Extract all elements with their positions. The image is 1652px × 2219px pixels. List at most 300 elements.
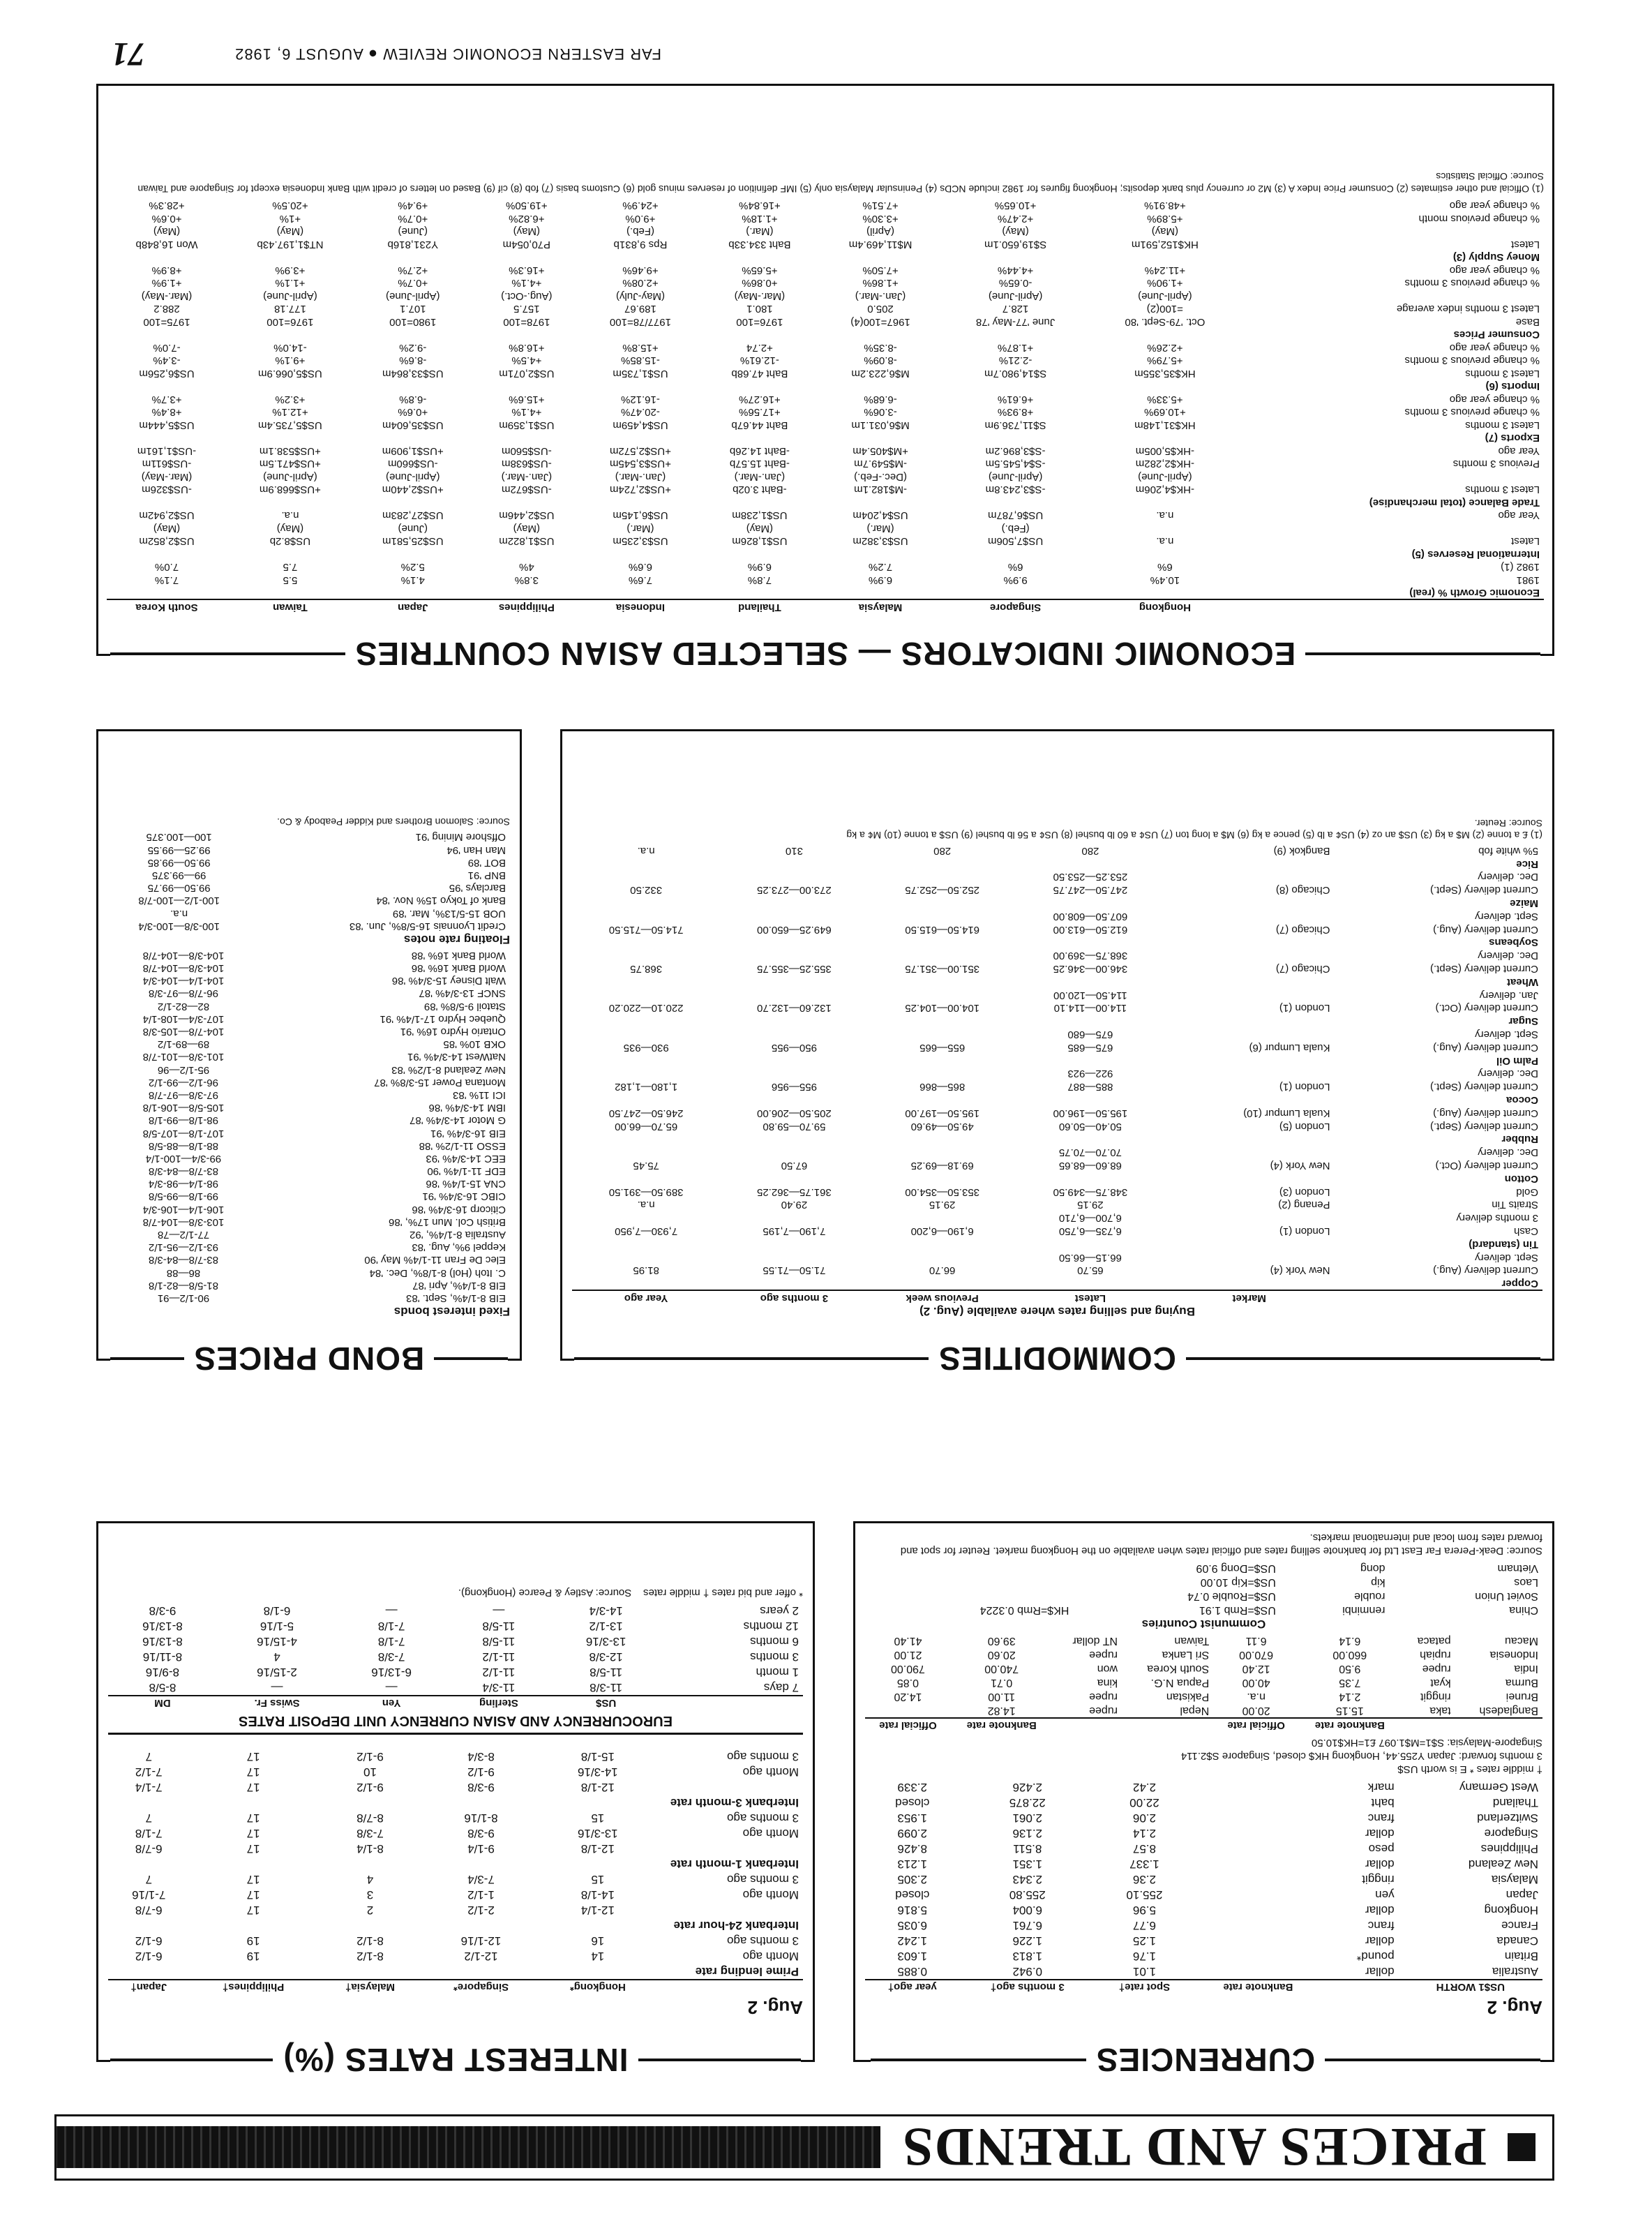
table-cell: 6-1/8 — [263, 1604, 291, 1617]
table-cell — [1164, 1054, 1334, 1067]
fixed-bonds-table — [108, 949, 510, 1304]
table-cell: Cotton — [1504, 1172, 1538, 1185]
table-cell: SNCF 13-3/4% '87 — [419, 987, 506, 1000]
table-cell: 1.337 — [1129, 1858, 1159, 1871]
table-cell — [354, 431, 472, 444]
table-cell: 81.95 — [633, 1264, 659, 1277]
table-cell — [581, 328, 700, 341]
table-cell: 6-7/8 — [135, 1904, 163, 1917]
group-header-row — [108, 1795, 803, 1810]
table-cell: Kuala Lumpur (6) — [1249, 1041, 1330, 1054]
table-cell: US$1,735m — [613, 368, 668, 380]
table-cell: 8.511 — [1013, 1842, 1042, 1855]
table-row — [108, 1634, 803, 1649]
table-row — [108, 1203, 510, 1216]
table-header-row — [108, 1696, 803, 1710]
table-cell: Trade Balance (total merchandise) — [1369, 497, 1540, 509]
table-cell — [656, 1902, 803, 1918]
table-cell: +9.4% — [398, 200, 428, 212]
table-cell: (Feb.) — [1001, 523, 1030, 535]
table-cell: taka — [1429, 1704, 1451, 1717]
table-row — [108, 1038, 510, 1050]
table-cell — [581, 380, 700, 393]
table-cell: Baht 44.67b — [731, 419, 788, 431]
table-cell: 75.45 — [633, 1160, 659, 1172]
table-cell: 950—955 — [771, 1041, 817, 1054]
interest-box — [96, 1521, 815, 2062]
table-cell: Britain — [1504, 1950, 1538, 1963]
table-row — [865, 1918, 1542, 1933]
table-row — [107, 457, 1544, 470]
table-cell — [656, 1779, 803, 1795]
table-cell: Rps 9,831b — [613, 239, 668, 251]
table-cell: (Mar.) — [866, 523, 894, 535]
table-cell: dollar — [1365, 1858, 1395, 1871]
table-cell: 17 — [246, 1750, 260, 1763]
table-cell: Gold — [1516, 1186, 1538, 1198]
table-cell — [572, 1133, 720, 1146]
banner-title: PRICES AND TRENDS — [901, 2117, 1487, 2179]
table-row — [108, 856, 510, 869]
table-row — [865, 1561, 1542, 1575]
table-cell — [572, 975, 720, 988]
table-cell: 1981 — [1516, 574, 1540, 586]
table-cell: 4.1% — [400, 574, 425, 586]
table-cell: +8.93% — [997, 406, 1034, 419]
table-cell: 2-1/2 — [467, 1904, 495, 1917]
table-cell: 10.4% — [1150, 574, 1180, 586]
table-cell: 107-3/4—108-1/4 — [142, 1013, 225, 1025]
table-cell — [1164, 936, 1334, 949]
table-cell: n.a. — [1247, 1690, 1266, 1703]
table-row — [572, 1145, 1542, 1158]
table-cell: 675—685 — [1067, 1041, 1113, 1054]
table-cell: Current delivery (Aug.) — [1433, 1041, 1538, 1054]
table-cell: 7 — [145, 1873, 152, 1886]
table-cell — [1016, 857, 1164, 870]
table-cell: 8-3/4 — [467, 1750, 495, 1763]
table-cell: 1967=100(4) — [850, 316, 910, 328]
table-cell: 14-3/16 — [578, 1765, 618, 1779]
table-cell: 6 months — [750, 1635, 799, 1648]
table-cell: 17 — [246, 1765, 260, 1779]
table-cell — [1016, 1237, 1164, 1250]
table-cell: +US$2,572m — [609, 445, 671, 457]
table-cell: 15 — [591, 1811, 605, 1825]
table-cell: Indonesia — [1489, 1648, 1538, 1661]
table-cell — [720, 896, 868, 909]
table-cell: 655—665 — [919, 1041, 966, 1054]
table-cell: US$7,506m — [987, 535, 1044, 548]
table-cell: rupiah — [1420, 1648, 1451, 1661]
table-row — [108, 894, 510, 906]
table-row — [107, 405, 1544, 419]
table-cell: C. Itoh (Hol) 8-1/8%, Dec. '84 — [369, 1267, 506, 1279]
table-cell: renminbi — [1342, 1604, 1386, 1616]
table-cell: Year ago — [1498, 445, 1540, 457]
table-cell: +4.5% — [511, 354, 542, 367]
column-header — [1122, 1718, 1213, 1732]
table-row — [108, 1948, 803, 1964]
table-cell — [1164, 909, 1334, 922]
table-cell: +M$405.4m — [853, 445, 908, 457]
table-cell: Penang (2) — [1278, 1199, 1330, 1211]
table-cell: 12-1/8 — [580, 1781, 615, 1794]
table-cell — [869, 1027, 1016, 1040]
table-cell: Offshore Mining '91 — [415, 831, 506, 844]
column-header: Previous week — [869, 1290, 1016, 1304]
table-cell: Current delivery (Aug.) — [1433, 923, 1538, 936]
column-header — [661, 1696, 803, 1710]
econ-box — [96, 84, 1554, 656]
table-cell: Burma — [1505, 1676, 1538, 1689]
table-cell — [1164, 870, 1334, 883]
table-cell: 2 — [366, 1904, 374, 1917]
table-cell: Nepal — [1180, 1704, 1210, 1717]
table-cell: 8-1/2 — [356, 1934, 384, 1948]
table-cell: (April-June) — [386, 471, 440, 483]
table-row — [572, 1264, 1542, 1277]
table-cell: 7-3/8 — [377, 1650, 405, 1664]
table-cell: US$=Rouble 0.74 — [1187, 1590, 1276, 1602]
table-cell — [581, 251, 700, 264]
table-row — [865, 1871, 1542, 1887]
table-cell: 1980=100 — [389, 316, 437, 328]
table-cell: 6-7/8 — [135, 1842, 163, 1855]
table-cell: 790.00 — [890, 1662, 925, 1675]
table-cell: +16.84% — [739, 200, 781, 212]
table-cell: +1.1% — [275, 277, 306, 290]
table-row — [107, 393, 1544, 406]
table-row — [108, 1810, 803, 1825]
table-cell: 2.305 — [897, 1873, 928, 1886]
table-cell: +6.61% — [997, 394, 1034, 405]
table-cell: 99—99.375 — [151, 869, 206, 881]
table-cell: 1.213 — [897, 1858, 928, 1871]
table-cell: Australia 8-1/4%, '92 — [410, 1229, 506, 1241]
table-cell: +7.51% — [862, 200, 899, 212]
table-row — [108, 1228, 510, 1241]
table-row — [865, 1948, 1542, 1964]
table-cell — [1194, 1825, 1323, 1841]
table-cell: P70,054m — [502, 239, 551, 251]
table-cell: 247.50—247.75 — [1053, 884, 1128, 897]
table-cell: 6.6% — [628, 561, 653, 574]
table-cell: 99.50—99.75 — [147, 882, 211, 895]
table-cell: 660.00 — [1332, 1648, 1367, 1661]
table-cell — [227, 586, 354, 600]
table-cell: 10 — [363, 1765, 377, 1779]
table-row — [108, 1013, 510, 1025]
table-cell — [720, 975, 868, 988]
table-cell: 5.5 — [283, 574, 298, 586]
table-row — [107, 522, 1544, 535]
table-cell: 8.57 — [1132, 1842, 1157, 1855]
table-cell: 348.75—349.50 — [1053, 1186, 1128, 1198]
table-cell: 368.75 — [630, 963, 663, 976]
table-cell: franc — [1367, 1811, 1395, 1825]
table-cell: 7-1/2 — [135, 1765, 163, 1779]
group-label: Interbank 3-month rate — [670, 1796, 799, 1809]
commodities-title-bar — [574, 1339, 1540, 1378]
table-cell: US$2,446m — [499, 509, 555, 522]
table-cell: 95-1/2—96 — [157, 1063, 210, 1076]
table-cell — [1194, 1871, 1323, 1887]
folio-line: FAR EASTERN ECONOMIC REVIEW ● AUGUST 6, 1982 — [234, 45, 661, 63]
table-cell — [720, 1067, 868, 1080]
table-cell: Vietnam — [1497, 1562, 1538, 1574]
table-cell: 104-3/8—104-7/8 — [142, 949, 225, 962]
table-cell: London (5) — [1279, 1120, 1330, 1133]
table-cell — [1164, 1250, 1334, 1264]
table-cell: 7-3/4 — [467, 1873, 495, 1886]
table-cell: 1.813 — [1012, 1950, 1043, 1963]
table-cell: 0.942 — [1012, 1965, 1043, 1978]
column-header: DM — [108, 1696, 217, 1710]
table-cell: Baht 47.68b — [731, 368, 788, 380]
table-cell — [1240, 522, 1544, 535]
table-cell — [572, 948, 720, 962]
table-cell: 253.25—253.50 — [1053, 871, 1128, 883]
table-cell: % change previous 3 months — [1404, 406, 1540, 419]
table-cell — [227, 548, 354, 561]
commodities-subtitle: Buying and selling rates where available (Aug. 2) — [919, 1305, 1195, 1318]
table-cell: +US$2,724m — [609, 484, 671, 496]
table-cell: Credit Lyonnais 16-5/8%, Jun. '83 — [349, 920, 506, 932]
column-header: Yen — [337, 1696, 446, 1710]
table-cell — [720, 870, 868, 883]
table-cell: Man Han '94 — [446, 844, 506, 856]
table-cell: Money Supply (3) — [1452, 251, 1540, 264]
table-cell — [472, 328, 581, 341]
table-cell — [1164, 1067, 1334, 1080]
table-cell: 104-3/8—104-7/8 — [142, 962, 225, 975]
table-cell: -8.09% — [864, 354, 897, 367]
table-cell: Current delivery (Sept.) — [1429, 1081, 1538, 1093]
table-cell: 280 — [933, 844, 952, 857]
column-header: South Korea — [107, 600, 227, 614]
table-row — [865, 1795, 1542, 1810]
table-cell — [941, 586, 1090, 600]
table-cell: Elec De Fran 11-1/4% May '90 — [364, 1254, 506, 1267]
table-header-row — [108, 1980, 803, 1994]
table-cell: 3 months ago — [726, 1873, 799, 1886]
table-cell: 8-9/16 — [145, 1666, 180, 1679]
table-cell: (Jan.-Mar.) — [615, 471, 666, 483]
table-cell: rupee — [1422, 1662, 1451, 1675]
table-cell: (Jan.-Mar.) — [855, 290, 906, 302]
table-cell: +0.86% — [742, 277, 778, 290]
table-cell — [869, 1237, 1016, 1250]
table-cell: % change previous 3 months — [1404, 354, 1540, 367]
table-cell: +12.1% — [272, 406, 308, 419]
column-header: Banknote rate — [1299, 1718, 1401, 1732]
table-cell: +5.65% — [742, 264, 778, 276]
table-cell: 12 months — [743, 1620, 799, 1633]
table-cell — [1090, 522, 1240, 535]
table-cell: Philippines — [1480, 1842, 1538, 1855]
table-cell — [572, 936, 720, 949]
table-cell: 6.761 — [1012, 1919, 1043, 1932]
table-row — [107, 431, 1544, 444]
table-cell: 2.42 — [1132, 1781, 1157, 1794]
table-cell: (May) — [153, 225, 181, 238]
table-cell: Rubber — [1501, 1133, 1538, 1146]
column-header: 3 months ago† — [959, 1980, 1095, 1994]
table-cell: 180.1 — [746, 303, 773, 315]
table-row — [572, 1079, 1542, 1093]
table-cell: 1.01 — [1132, 1965, 1157, 1978]
group-label: Prime lending rate — [695, 1965, 799, 1978]
table-cell: US$1,238m — [732, 509, 788, 522]
table-cell: 19 — [246, 1934, 260, 1948]
interest-title-bar — [110, 2040, 801, 2079]
table-cell: (April-June) — [988, 290, 1043, 302]
table-cell: 7.0% — [154, 561, 179, 574]
table-cell — [720, 1054, 868, 1067]
table-cell: New Zealand 8-1/2% '83 — [391, 1063, 506, 1076]
table-cell: +0.6% — [151, 213, 182, 225]
commodities-units: (1) £ a tonne (2) M$ a kg (3) US$ an oz (4) US¢ a lb (5) pence a kg (6) M$ a long ton (7) US¢ a 60 lb bushel (8) US¢ a 56 lb bushel (9) US$ a tonne (10) M¢ a kg — [846, 830, 1542, 842]
table-cell: Straits Tin — [1492, 1199, 1538, 1211]
table-cell: 6.9% — [747, 561, 772, 574]
currencies-title-bar — [871, 2040, 1540, 2079]
table-cell: 99-1/8—99-5/8 — [148, 1190, 219, 1203]
table-cell: 70.70—70.75 — [1058, 1146, 1122, 1159]
table-cell: 132.60—132.70 — [757, 1002, 832, 1015]
table-cell: % change year ago — [1449, 264, 1540, 276]
table-row — [572, 909, 1542, 922]
table-cell: 82—82-1/2 — [157, 1000, 210, 1013]
table-cell: Exports (7) — [1485, 432, 1540, 444]
table-cell: 930—935 — [623, 1041, 669, 1054]
column-header: Official rate — [865, 1718, 951, 1732]
table-cell: (April-June) — [1138, 471, 1192, 483]
table-cell: Current delivery (Aug.) — [1433, 1107, 1538, 1119]
table-row — [572, 1211, 1542, 1224]
bonds-title: BOND PRICES — [193, 1340, 425, 1377]
table-cell — [869, 909, 1016, 922]
column-header: Hongkong* — [539, 1980, 656, 1994]
table-cell: NT dollar — [1072, 1634, 1118, 1647]
table-cell — [700, 380, 820, 393]
column-header — [1052, 1718, 1122, 1732]
table-cell — [1194, 1948, 1323, 1964]
table-cell: 714.50—715.50 — [608, 923, 684, 936]
table-row — [107, 276, 1544, 290]
table-cell: (April-June) — [386, 290, 440, 302]
table-cell: 7-1/16 — [132, 1888, 166, 1902]
table-cell: Keppel 9%, Aug. '83 — [412, 1241, 506, 1254]
table-cell — [227, 380, 354, 393]
table-cell: +2.47% — [997, 213, 1034, 225]
table-cell: 9-3/8 — [149, 1604, 177, 1617]
table-cell: % change year ago — [1449, 200, 1540, 212]
table-cell: +2.7% — [398, 264, 428, 276]
table-cell: Baht 334.33b — [728, 239, 791, 251]
table-cell: 29.15 — [1077, 1199, 1104, 1211]
table-cell: +3.30% — [862, 213, 899, 225]
table-cell: -6.68% — [864, 394, 897, 405]
table-cell — [354, 251, 472, 264]
table-cell: -8.35% — [864, 342, 897, 354]
table-cell: (May) — [276, 523, 304, 535]
table-cell: 310 — [785, 844, 803, 857]
table-cell — [941, 496, 1090, 509]
table-row — [107, 419, 1544, 432]
table-row — [572, 1172, 1542, 1185]
table-cell: Chicago (7) — [1275, 963, 1330, 976]
table-cell: 6.11 — [1245, 1634, 1267, 1647]
table-cell: kina — [1097, 1676, 1118, 1689]
table-cell — [820, 548, 941, 561]
table-cell: 39.60 — [987, 1634, 1016, 1647]
table-cell: 612.50—613.00 — [1053, 923, 1128, 936]
table-row — [107, 302, 1544, 315]
table-cell: +4.1% — [511, 277, 542, 290]
table-row — [108, 1177, 510, 1190]
table-cell — [820, 380, 941, 393]
table-cell: +15.8% — [622, 342, 659, 354]
table-cell: 40.00 — [1242, 1676, 1270, 1689]
table-cell: EIB 8-1/4%, Sept. '83 — [406, 1292, 506, 1304]
table-cell: 195.50—196.00 — [1053, 1107, 1128, 1119]
table-row — [865, 1589, 1542, 1603]
table-cell: 96-1/2—99-1/2 — [148, 1076, 219, 1089]
table-cell — [572, 1250, 720, 1264]
table-cell — [869, 1276, 1016, 1290]
table-cell: ringgit — [1362, 1873, 1395, 1886]
table-cell: US$1,822m — [499, 535, 555, 548]
table-row — [108, 1841, 803, 1856]
table-cell: +8.9% — [151, 264, 182, 276]
table-row — [572, 844, 1542, 857]
table-cell: +US$668.9m — [259, 484, 321, 496]
table-row — [572, 1237, 1542, 1250]
table-cell — [107, 431, 227, 444]
table-row — [108, 1190, 510, 1202]
table-cell: 6.77 — [1132, 1919, 1157, 1932]
table-cell: Base — [1515, 316, 1540, 328]
table-cell: 389.50—391.50 — [608, 1186, 684, 1198]
table-cell — [227, 251, 354, 264]
table-row — [865, 1841, 1542, 1856]
table-cell: (Mar.-May) — [141, 290, 193, 302]
table-row — [865, 1603, 1542, 1617]
table-cell: London (1) — [1279, 1225, 1330, 1238]
table-row — [572, 1119, 1542, 1133]
table-cell: 6-1/2 — [135, 1934, 163, 1948]
table-row — [865, 1675, 1542, 1689]
table-cell — [572, 1211, 720, 1224]
table-cell: Palm Oil — [1496, 1054, 1538, 1067]
table-cell: IBM 14-3/4% '86 — [428, 1102, 506, 1114]
table-cell: 255.80 — [1009, 1888, 1046, 1902]
table-cell: 9-1/2 — [467, 1765, 495, 1779]
table-cell: 13-3/16 — [578, 1827, 618, 1840]
table-cell: 2.14 — [1132, 1827, 1157, 1840]
table-cell: US$2,852m — [139, 535, 195, 548]
table-cell: Current delivery (Sept.) — [1429, 1120, 1538, 1133]
table-cell: -HK$5,005m — [1135, 445, 1194, 457]
table-cell: Sugar — [1508, 1015, 1538, 1028]
table-cell: +24.9% — [622, 200, 659, 212]
table-cell — [107, 251, 227, 264]
table-cell: 8-13/16 — [142, 1620, 183, 1633]
table-cell — [1164, 1145, 1334, 1158]
table-cell: closed — [895, 1888, 930, 1902]
table-row — [108, 1114, 510, 1126]
